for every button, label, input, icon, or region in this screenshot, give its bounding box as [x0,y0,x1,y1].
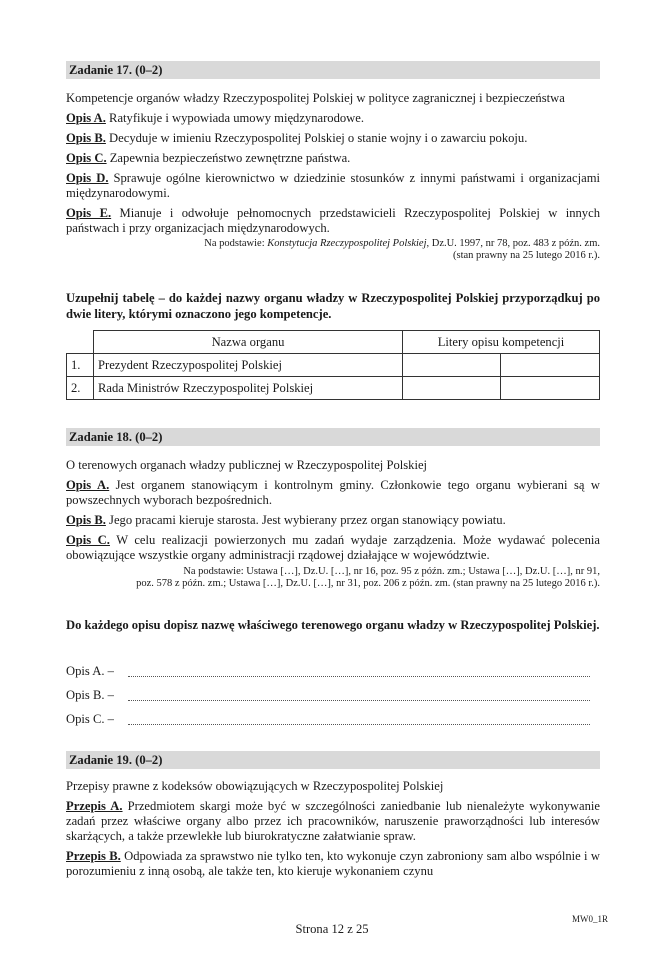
col-header-name: Nazwa organu [94,331,403,354]
task18-opis-a: Opis A. Jest organem stanowiącym i kontrolnym gminy. Członkowie tego organu wybierani są w powszechnych wyborach bezpośrednich. [66,478,600,507]
competence-table [66,330,600,400]
task17-opis-b: Opis B. Decyduje w imieniu Rzeczypospolitej Polskiej o stanie wojny i o zawarciu pokoju. [66,131,528,145]
task17-intro: Kompetencje organów władzy Rzeczypospolitej Polskiej w polityce zagranicznej i bezpieczeństwa [66,91,565,105]
table-header-row [67,331,600,354]
task19-intro: Przepisy prawne z kodeksów obowiązujących w Rzeczypospolitej Polskiej [66,779,444,793]
letter-cell[interactable] [403,354,501,377]
task18-instruction-block [66,617,600,633]
task17-opis-c: Opis C. Zapewnia bezpieczeństwo zewnętrzne państwa. [66,151,351,165]
task18-instruction: Do każdego opisu dopisz nazwę właściwego terenowego organu władzy w Rzeczypospolitej Polskiej. [66,618,600,632]
task19-body [66,779,600,884]
row-number: 2. [67,377,94,400]
row-organ-name: Rada Ministrów Rzeczypospolitej Polskiej [94,377,403,400]
task18-source-2: poz. 578 z późn. zm.; Ustawa […], Dz.U. […], nr 31, poz. 206 z późn. zm. (stan prawny na 25 lutego 2016 r.). [136,578,600,589]
task18-source: Na podstawie: Ustawa […], Dz.U. […], nr 16, poz. 95 z późn. zm.; Ustawa […], Dz.U. […], nr 91, [183,566,600,577]
task18-body [66,458,600,590]
row-number: 1. [67,354,94,377]
exam-code: MW0_1R [572,914,608,924]
task17-opis-e: Opis E. Mianuje i odwołuje pełnomocnych przedstawicieli Rzeczypospolitej Polskiej w innych państwach i przy organizacjach międzynarodowych. [66,206,600,235]
task17-source-date: (stan prawny na 25 lutego 2016 r.). [453,250,600,261]
col-header-letters: Litery opisu kompetencji [403,331,600,354]
task17-opis-a: Opis A. Ratyfikuje i wypowiada umowy międzynarodowe. [66,111,365,125]
table-row [67,377,600,400]
task17-instruction-block [66,290,600,322]
task18-opis-b: Opis B. Jego pracami kieruje starosta. Jest wybierany przez organ stanowiący powiatu. [66,513,506,527]
table-row [67,354,600,377]
task18-intro: O terenowych organach władzy publicznej w Rzeczypospolitej Polskiej [66,458,428,472]
task17-source: Na podstawie: Konstytucja Rzeczypospolitej Polskiej, Dz.U. 1997, nr 78, poz. 483 z późn. zm. [204,238,600,249]
letter-cell[interactable] [501,354,600,377]
letter-cell[interactable] [403,377,501,400]
task19-header: Zadanie 19. (0–2) [66,751,600,769]
task19-przepis-b: Przepis B. Odpowiada za sprawstwo nie tylko ten, kto wykonuje czyn zabroniony sam albo wspólnie i w porozumieniu z inną osobą, ale także ten, kto kieruje wykonaniem czynu [66,849,600,878]
row-organ-name: Prezydent Rzeczypospolitej Polskiej [94,354,403,377]
task17-header: Zadanie 17. (0–2) [66,61,600,79]
task17-body [66,91,600,262]
task18-header: Zadanie 18. (0–2) [66,428,600,446]
task18-opis-c: Opis C. W celu realizacji powierzonych mu zadań wydaje zarządzenia. Może wydawać polecenia obowiązujące wszystkie organy administracji rządowej działające w województwie. [66,533,601,562]
task17-instruction: Uzupełnij tabelę – do każdej nazwy organu władzy w Rzeczypospolitej Polskiej przyporządkuj po dwie litery, którymi oznaczono jego kompetencje. [66,291,600,321]
task19-przepis-a: Przepis A. Przedmiotem skargi może być w szczególności zaniedbanie lub nienależyte wykonywanie zadań przez właściwe organy albo przez ich pracowników, naruszenie praworządności lub interesów skarżących, a także przewlekłe lub biurokratyczne załatwianie spraw. [66,799,601,843]
letter-cell[interactable] [501,377,600,400]
answer-line-c[interactable]: Opis C. – [66,712,600,728]
answer-line-b[interactable]: Opis B. – [66,688,600,704]
table-corner [67,331,94,354]
task17-opis-d: Opis D. Sprawuje ogólne kierownictwo w dziedzinie stosunków z innymi państwami i organizacjami międzynarodowymi. [66,171,600,200]
answer-line-a[interactable]: Opis A. – [66,664,600,680]
page-number: Strona 12 z 25 [295,922,369,936]
